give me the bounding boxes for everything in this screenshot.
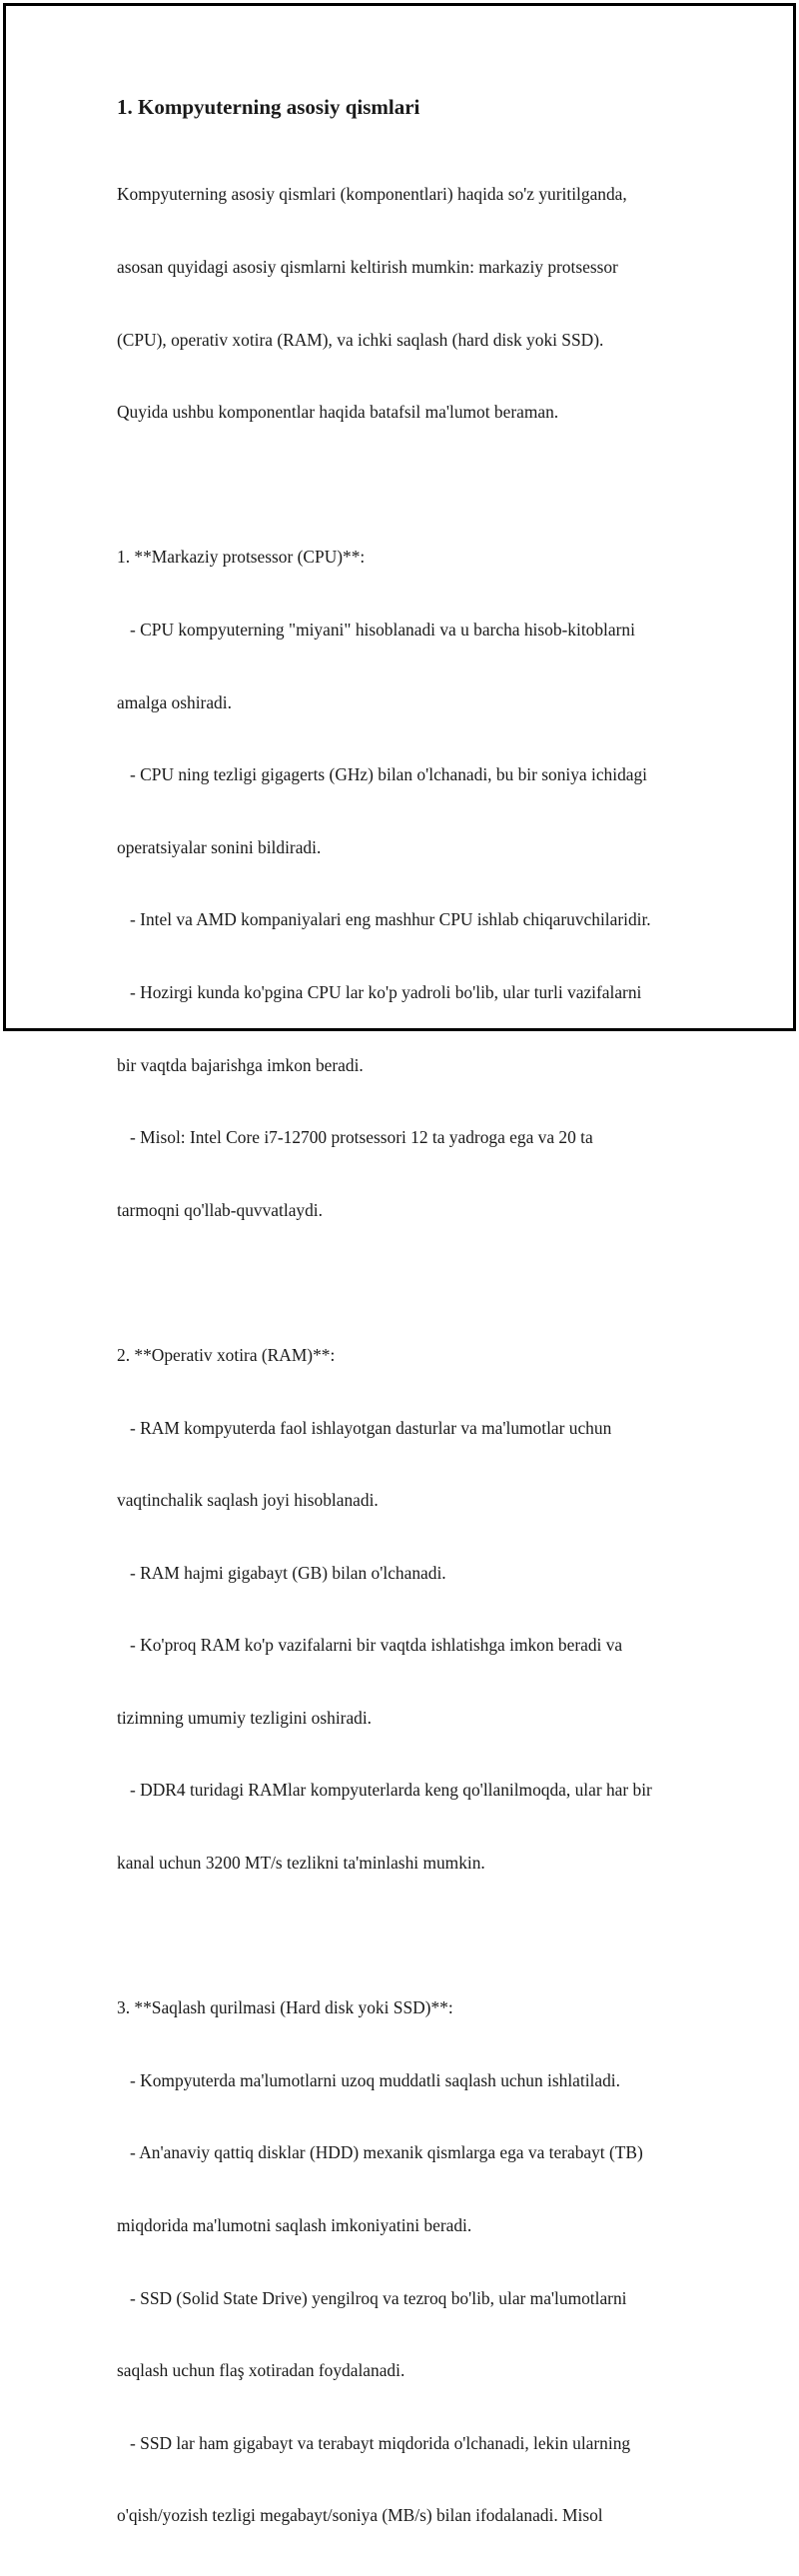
text-line: kanal uchun 3200 MT/s tezlikni ta'minlashi mumkin. <box>117 1853 485 1874</box>
text-line: bir vaqtda bajarishga imkon beradi. <box>117 1054 364 1075</box>
text-line: - RAM kompyuterda faol ishlayotgan dasturlar va ma'lumotlar uchun <box>117 1417 612 1438</box>
text-line: o'qish/yozish tezligi megabayt/soniya (MB/s) bilan ifodalanadi. Misol <box>117 2505 603 2526</box>
section-heading-ram: 2. **Operativ xotira (RAM)**: <box>117 1344 336 1365</box>
text-line: vaqtinchalik saqlash joyi hisoblanadi. <box>117 1490 379 1511</box>
text-line: - SSD lar ham gigabayt va terabayt miqdorida o'lchanadi, lekin ularning <box>117 2432 631 2453</box>
text-line: amalga oshiradi. <box>117 691 232 712</box>
blank-line <box>117 473 696 497</box>
text-line: - An'anaviy qattiq disklar (HDD) mexanik qismlarga ega va terabayt (TB) <box>117 2142 643 2163</box>
blank-line <box>117 1924 696 1947</box>
text-line: - Misol: Intel Core i7-12700 protsessori 12 ta yadroga ega va 20 ta <box>117 1127 593 1148</box>
text-line: tarmoqni qo'llab-quvvatlaydi. <box>117 1199 323 1220</box>
text-line: saqlash uchun flaş xotiradan foydalanadi. <box>117 2360 405 2381</box>
text-line: - CPU ning tezligi gigagerts (GHz) bilan o'lchanadi, bu bir soniya ichidagi <box>117 764 648 785</box>
text-line: - CPU kompyuterning "miyani" hisoblanadi va u barcha hisob-kitoblarni <box>117 619 635 640</box>
text-line: tizimning umumiy tezligini oshiradi. <box>117 1707 373 1728</box>
text-line: asosan quyidagi asosiy qismlarni keltirish mumkin: markaziy protsessor <box>117 257 618 277</box>
blank-line <box>117 1270 696 1294</box>
section-heading-storage: 3. **Saqlash qurilmasi (Hard disk yoki SSD)**: <box>117 1997 453 2018</box>
section-heading-cpu: 1. **Markaziy protsessor (CPU)**: <box>117 547 366 568</box>
text-line: - Kompyuterda ma'lumotlarni uzoq muddatli saqlash uchun ishlatiladi. <box>117 2069 620 2090</box>
page-title: 1. Kompyuterning asosiy qismlari <box>117 95 420 119</box>
text-line: operatsiyalar sonini bildiradi. <box>117 836 322 857</box>
text-line: - Hozirgi kunda ko'pgina CPU lar ko'p yadroli bo'lib, ular turli vazifalarni <box>117 981 642 1002</box>
text-line: - Ko'proq RAM ko'p vazifalarni bir vaqtda ishlatishga imkon beradi va <box>117 1635 623 1656</box>
document-text <box>117 134 696 2576</box>
text-line: Kompyuterning asosiy qismlari (komponentlari) haqida so'z yuritilganda, <box>117 184 627 205</box>
text-line: - SSD (Solid State Drive) yengilroq va tezroq bo'lib, ular ma'lumotlarni <box>117 2287 627 2308</box>
document-body <box>117 92 696 2576</box>
text-line: miqdorida ma'lumotni saqlash imkoniyatini beradi. <box>117 2215 472 2236</box>
text-line: - DDR4 turidagi RAMlar kompyuterlarda keng qo'llanilmoqda, ular har bir <box>117 1780 652 1801</box>
text-line: Quyida ushbu komponentlar haqida batafsil ma'lumot beraman. <box>117 402 559 423</box>
text-line: - RAM hajmi gigabayt (GB) bilan o'lchanadi. <box>117 1562 446 1583</box>
text-line: - Intel va AMD kompaniyalari eng mashhur CPU ishlab chiqaruvchilaridir. <box>117 909 651 930</box>
text-line: (CPU), operativ xotira (RAM), va ichki saqlash (hard disk yoki SSD). <box>117 329 604 350</box>
